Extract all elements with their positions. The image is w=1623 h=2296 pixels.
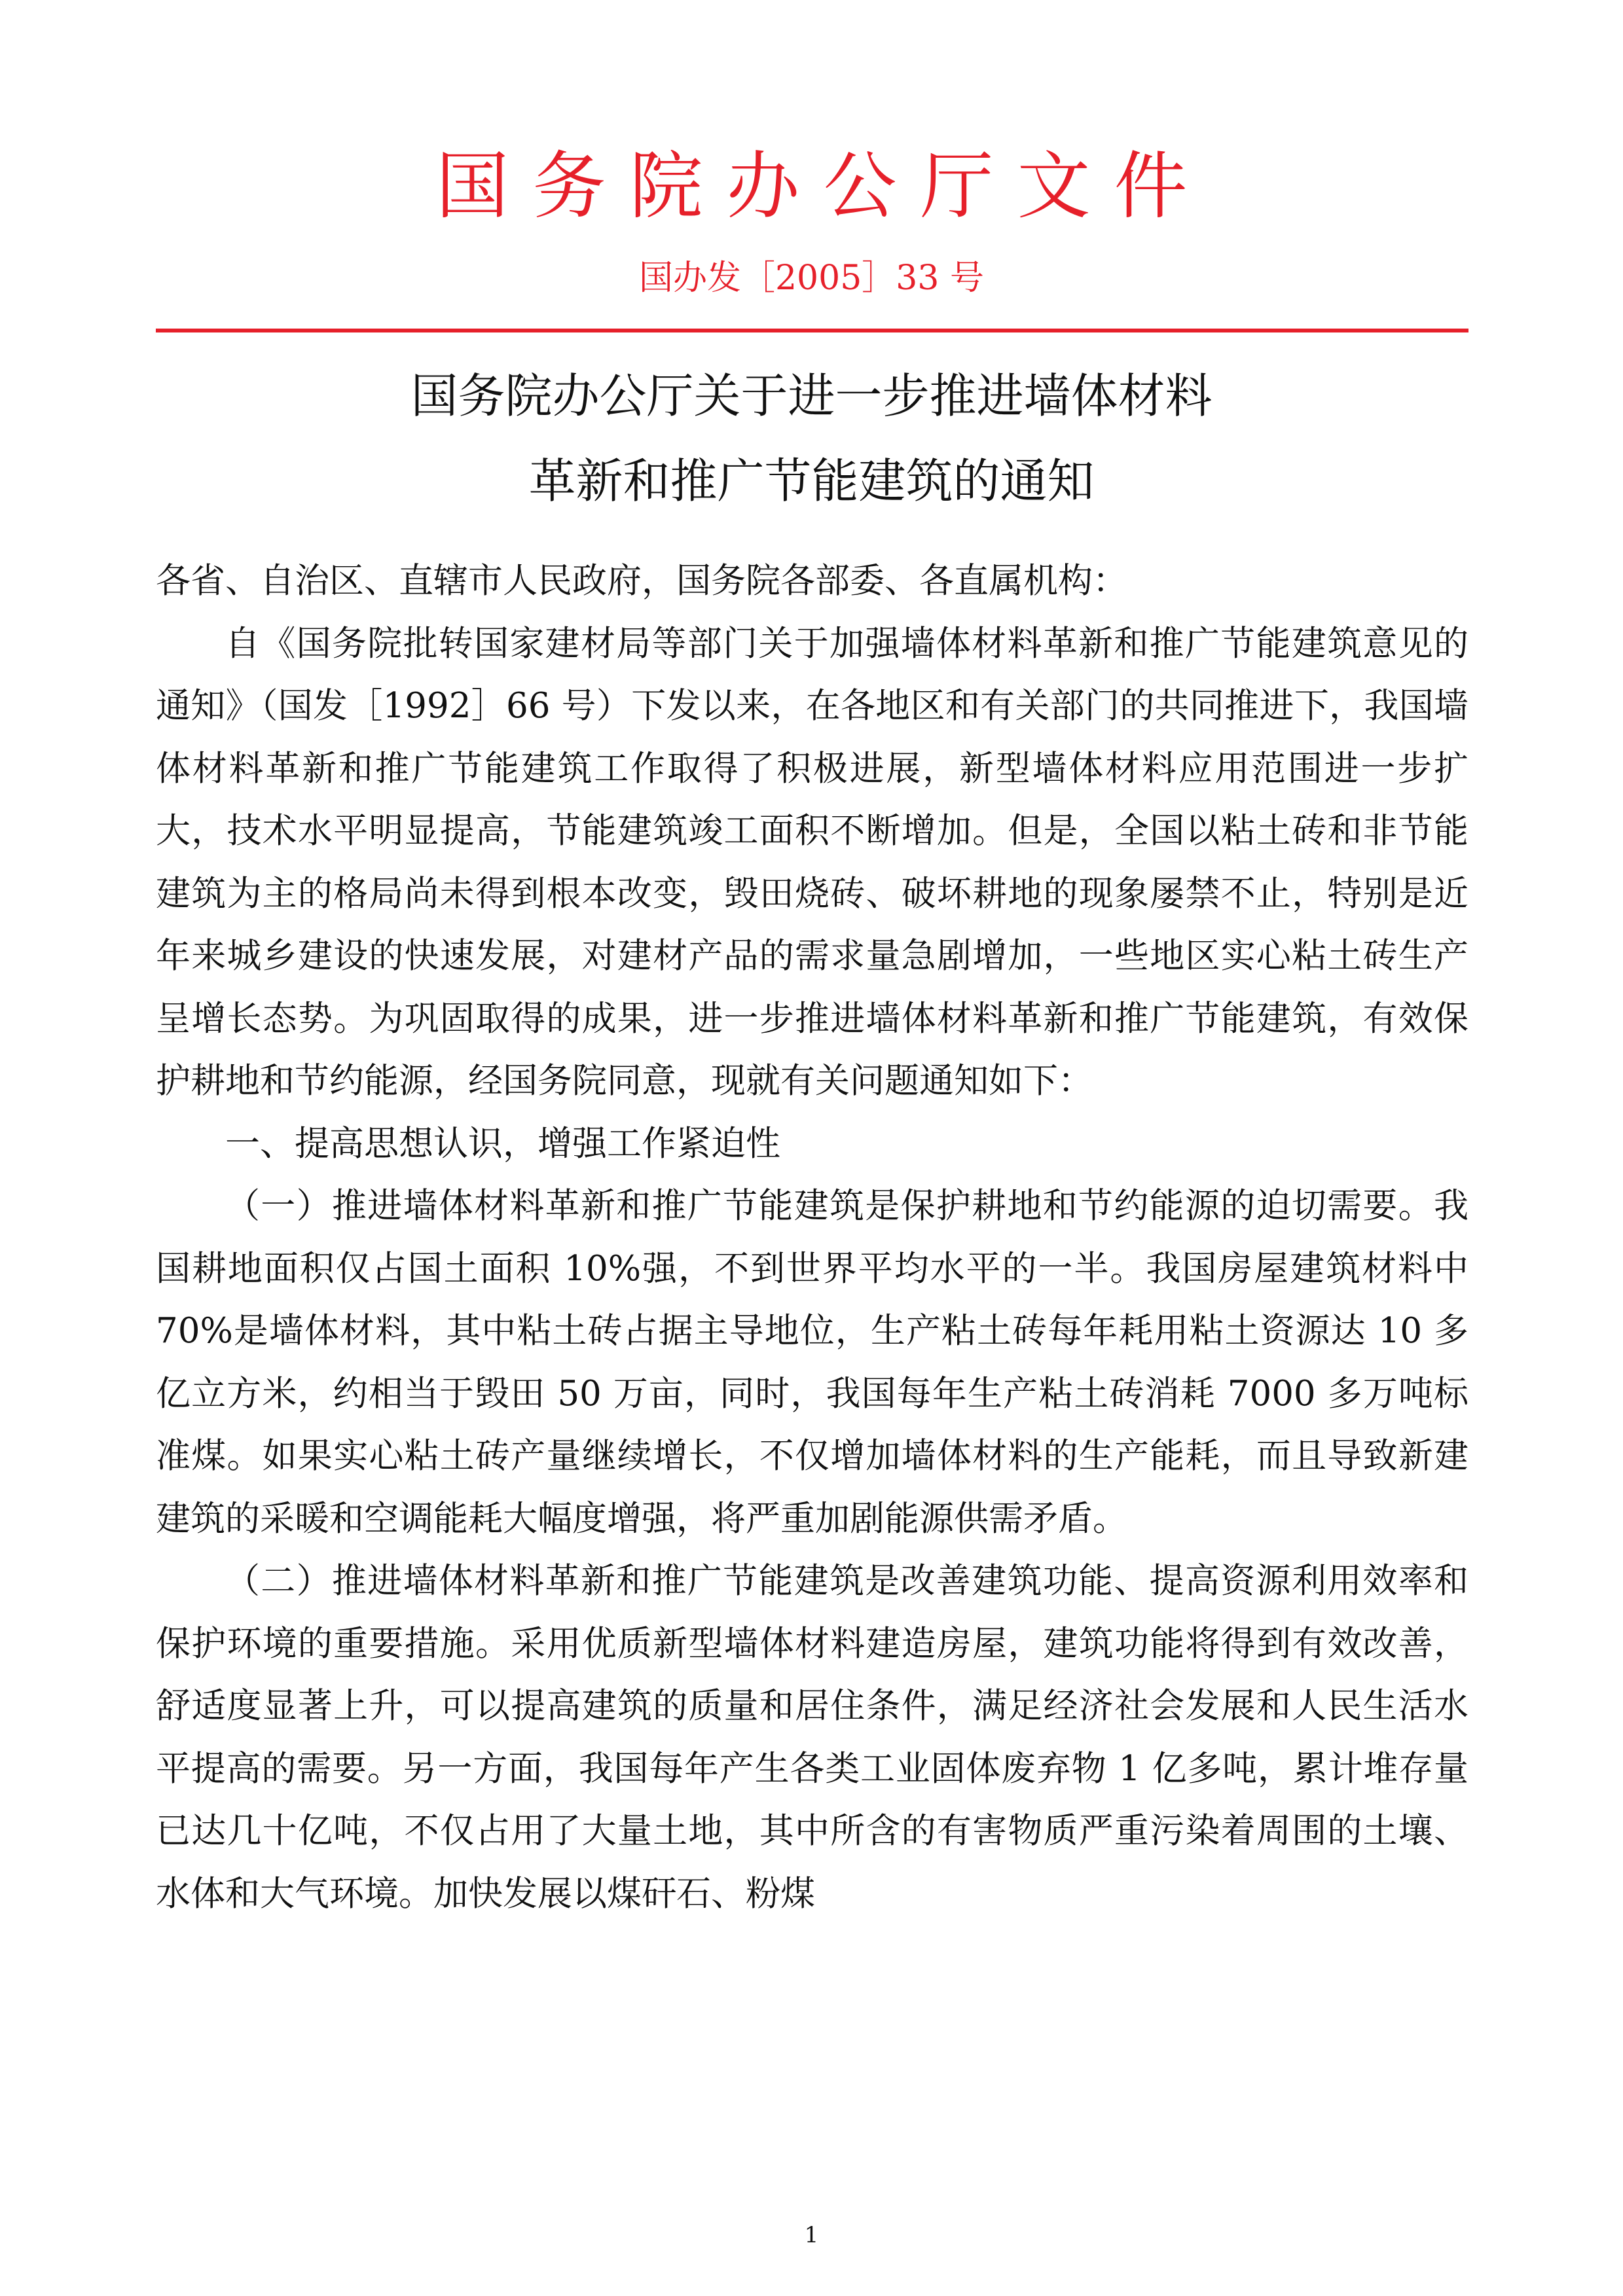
page-number: 1 [804, 2222, 819, 2248]
document-number: 国办发［2005］33 号 [638, 259, 985, 298]
paragraph-item-2: （二）推进墙体材料革新和推广节能建筑是改善建筑功能、提高资源利用效率和保护环境的重要措施。采用优质新型墙体材料建造房屋，建筑功能将得到有效改善，舒适度显著上升，可以提高建筑的质量和居住条件，满足经济社会发展和人民生活水平提高的需要。另一方面，我国每年产生各类工业固体废弃物 1 亿多吨，累计堆存量已达几十亿吨，不仅占用了大量土地，其中所含的有害物质严重污染着周围的土壤、水体和大气环境。加快发展以煤矸石、粉煤 [156, 1561, 1468, 1914]
paragraph-intro: 自《国务院批转国家建材局等部门关于加强墙体材料革新和推广节能建筑意见的通知》（国发［1992］66 号）下发以来，在各地区和有关部门的共同推进下，我国墙体材料革新和推广节能建筑工作取得了积极进展，新型墙体材料应用范围进一步扩大，技术水平明显提高，节能建筑竣工面积不断增加。但是，全国以粘土砖和非节能建筑为主的格局尚未得到根本改变，毁田烧砖、破坏耕地的现象屡禁不止，特别是近年来城乡建设的快速发展，对建材产品的需求量急剧增加，一些地区实心粘土砖生产呈增长态势。为巩固取得的成果，进一步推进墙体材料革新和推广节能建筑，有效保护耕地和节约能源，经国务院同意，现就有关问题通知如下： [156, 623, 1468, 1101]
document-header-title: 国务院办公厅文件 [435, 144, 1211, 229]
section-heading-1: 一、提高思想认识，增强工作紧迫性 [225, 1123, 780, 1164]
paragraph-item-1: （一）推进墙体材料革新和推广节能建筑是保护耕地和节约能源的迫切需要。我国耕地面积仅占国土面积 10%强，不到世界平均水平的一半。我国房屋建筑材料中 70%是墙体材料，其中粘土砖占据主导地位，生产粘土砖每年耗用粘土资源达 10 多亿立方米，约相当于毁田 50 万亩，同时，我国每年生产粘土砖消耗 7000 多万吨标准煤。如果实心粘土砖产量继续增长，不仅增加墙体材料的生产能耗，而且导致新建建筑的采暖和空调能耗大幅度增强，将严重加剧能源供需矛盾。 [156, 1186, 1468, 1539]
red-separator-line [156, 329, 1468, 332]
notice-title-line-1: 国务院办公厅关于进一步推进墙体材料 [410, 368, 1213, 423]
document-body [156, 550, 1468, 1925]
notice-title-line-2: 革新和推广节能建筑的通知 [528, 454, 1095, 509]
salutation: 各省、自治区、直辖市人民政府，国务院各部委、各直属机构： [156, 561, 1127, 601]
